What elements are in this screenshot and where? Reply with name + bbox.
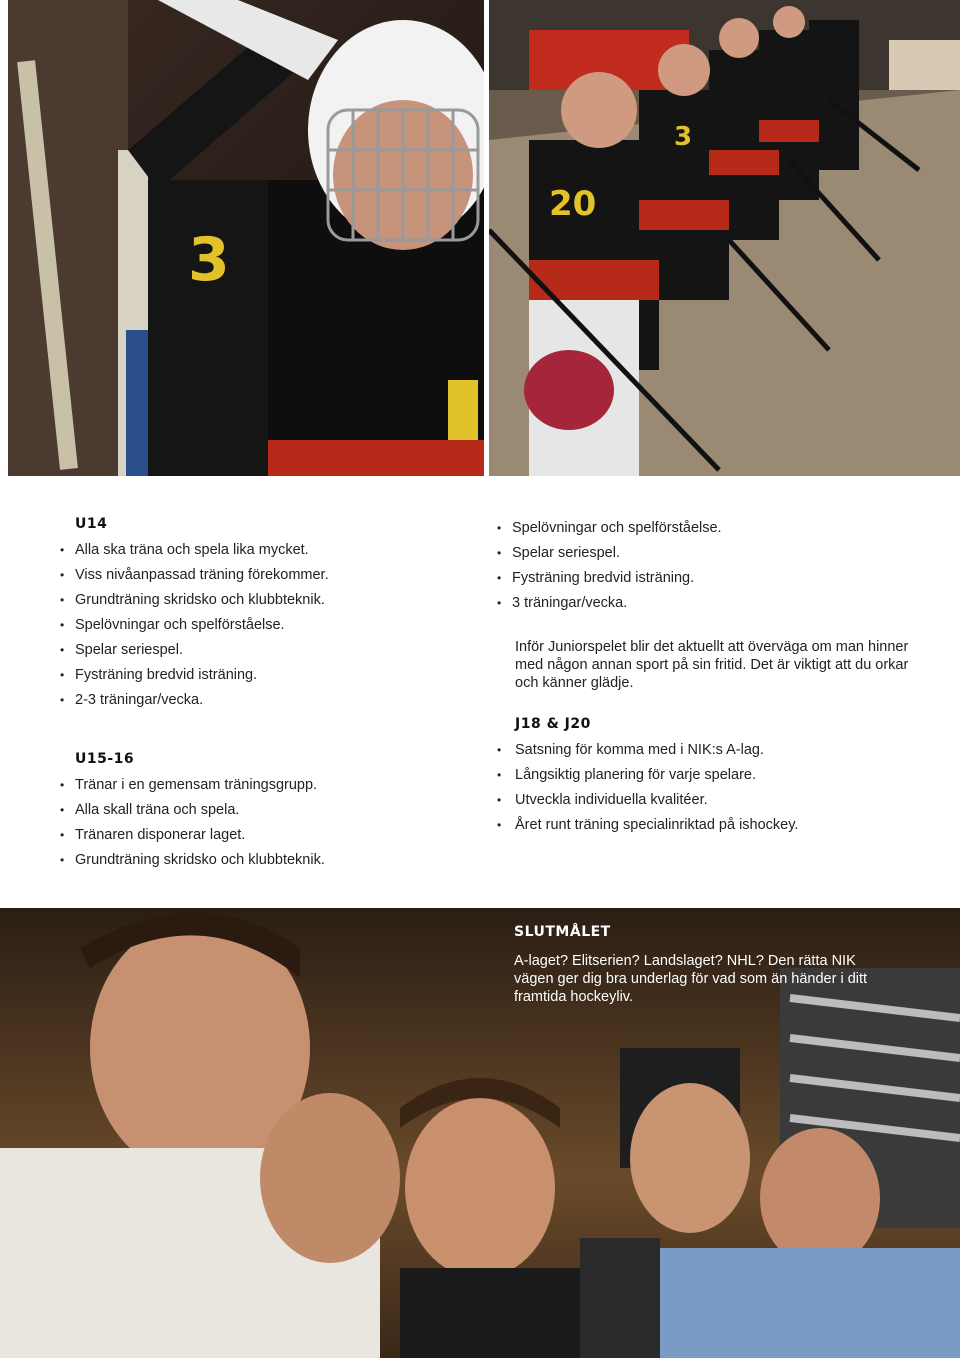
right-list <box>497 516 917 616</box>
slutmalet-text: A-laget? Elitserien? Landslaget? NHL? Den rätta NIK vägen ger dig bra underlag för vad som än händer i ditt framtida hockeyliv. <box>514 953 868 1005</box>
list-item: • Tränaren disponerar laget. <box>60 823 460 848</box>
list-item: • Utveckla individuella kvalitéer. <box>497 788 917 813</box>
list-item: • Tränar i en gemensam träningsgrupp. <box>60 773 460 798</box>
u14-list <box>60 538 460 713</box>
junior-paragraph: Inför Juniorspelet blir det aktuellt att överväga om man hinner med någon annan sport på sin fritid. Det är viktigt att du orkar och känner glädje. <box>515 639 909 691</box>
slutmalet-block <box>514 924 894 1006</box>
left-column <box>60 516 460 873</box>
photo-bench-players-graphic <box>8 0 484 476</box>
list-item: • 2-3 träningar/vecka. <box>60 688 460 713</box>
list-item: • Grundträning skridsko och klubbteknik. <box>60 848 460 873</box>
u1516-list <box>60 773 460 873</box>
photo-bench-players <box>8 0 484 476</box>
list-item: • Alla skall träna och spela. <box>60 798 460 823</box>
list-item: • Spelövningar och spelförståelse. <box>497 516 917 541</box>
list-item: • Fysträning bredvid isträning. <box>497 566 917 591</box>
list-item: • Långsiktig planering för varje spelare. <box>497 763 917 788</box>
list-item: • Spelövningar och spelförståelse. <box>60 613 460 638</box>
j18-heading: J18 & J20 <box>515 716 591 732</box>
photo-team-lineup-graphic <box>489 0 960 476</box>
svg-text:3: 3 <box>674 122 693 152</box>
photo-team-lineup <box>489 0 960 476</box>
slutmalet-heading: SLUTMÅLET <box>514 924 611 940</box>
u14-heading: U14 <box>75 516 108 532</box>
list-item: • Fysträning bredvid isträning. <box>60 663 460 688</box>
list-item: • Grundträning skridsko och klubbteknik. <box>60 588 460 613</box>
list-item: • Viss nivåanpassad träning förekommer. <box>60 563 460 588</box>
svg-text:3: 3 <box>188 225 230 295</box>
list-item: • 3 träningar/vecka. <box>497 591 917 616</box>
list-item: • Spelar seriespel. <box>497 541 917 566</box>
j18-list <box>497 738 917 838</box>
list-item: • Alla ska träna och spela lika mycket. <box>60 538 460 563</box>
list-item: • Spelar seriespel. <box>60 638 460 663</box>
svg-text:20: 20 <box>549 184 597 224</box>
list-item: • Satsning för komma med i NIK:s A-lag. <box>497 738 917 763</box>
right-column <box>497 516 917 838</box>
list-item: • Året runt träning specialinriktad på ishockey. <box>497 813 917 838</box>
u1516-heading: U15-16 <box>75 751 135 767</box>
